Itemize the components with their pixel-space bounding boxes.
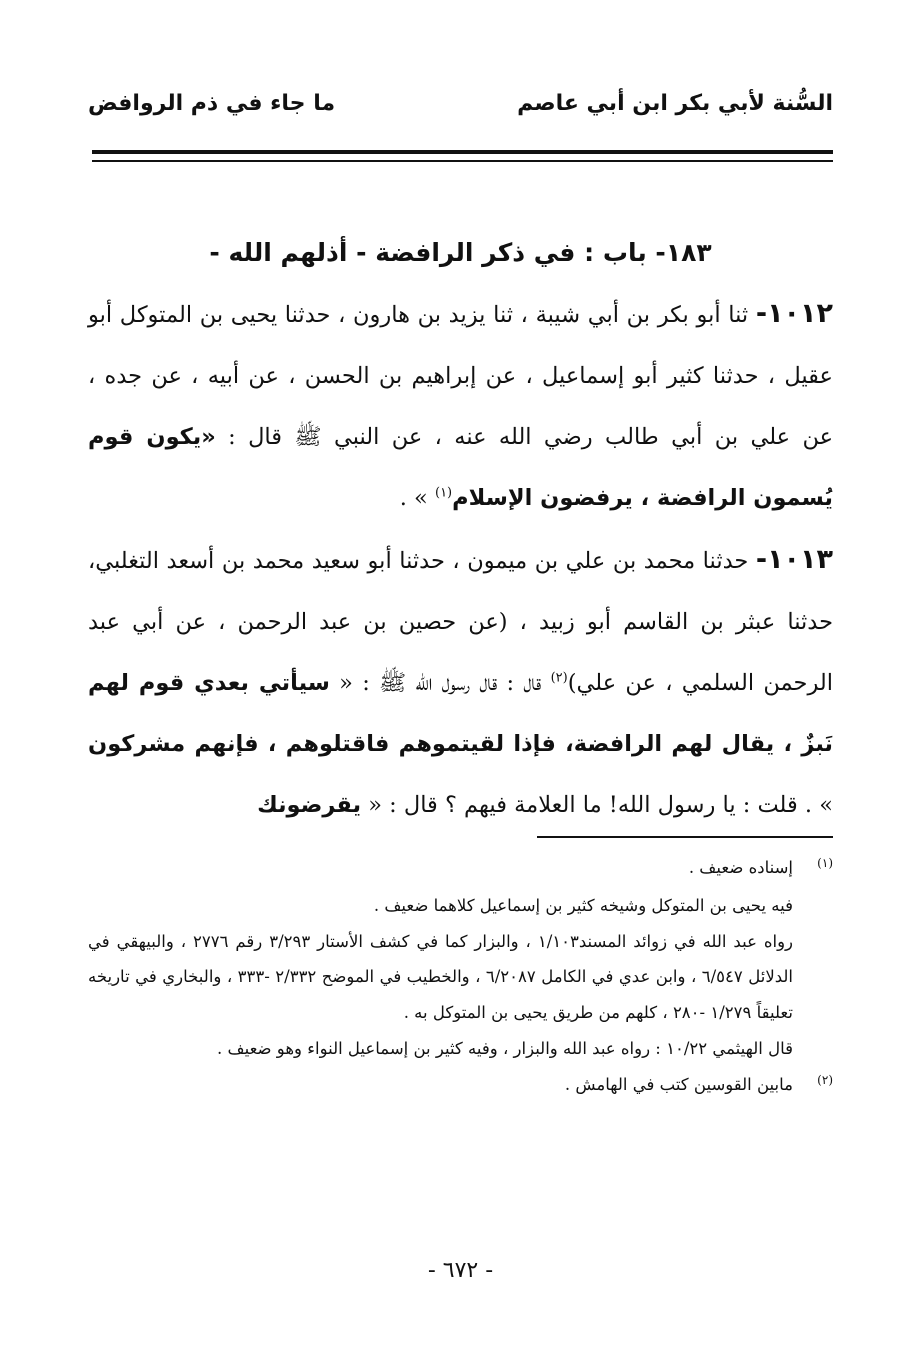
footnote-1-para-4: قال الهيثمي ١٠/٢٢ : رواه عبد الله والبزار ، وفيه كثير بن إسماعيل النواء وهو ضعيف .	[217, 1038, 793, 1058]
hadith-text-end: » . قلت : يا رسول الله! ما العلامة فيهم ؟ قال : «	[361, 792, 833, 818]
footnote-1-para-3: رواه عبد الله في زوائد المسند١/١٠٣ ، والبزار كما في كشف الأستار ٣/٢٩٣ رقم ٢٧٧٦ ، والبيهقي في الدلائل ٦/٥٤٧ ، وابن عدي في الكامل ٦/٢٠٨٧ ، والخطيب في الموضح ٢/٣٣٢ -٣٣٣ ، والبخاري في تاريخه تعليقاً ١/٢٧٩ -٢٨٠ ، كلهم من طريق يحيى بن المتوكل به .	[88, 931, 794, 1023]
footnote-ref: (١)	[434, 485, 453, 501]
header-rule-thick	[92, 150, 833, 154]
footnote-1	[88, 850, 833, 888]
section-title: ما جاء في ذم الروافض	[88, 90, 336, 116]
footnote-1-para-2: فيه يحيى بن المتوكل وشيخه كثير بن إسماعيل كلاهما ضعيف .	[373, 895, 793, 915]
hadith-1013	[88, 529, 833, 836]
footnotes	[88, 850, 833, 1105]
hadith-number: ١٠١٢-	[755, 298, 833, 329]
hadith-number: ١٠١٣-	[755, 544, 833, 575]
hadith-quote-continued: يقرضونك	[257, 792, 362, 818]
page-number: - ٦٧٢ -	[427, 1258, 494, 1283]
footnote-2	[88, 1067, 833, 1105]
hadith-text: ثنا أبو بكر بن أبي شيبة ، ثنا يزيد بن هارون ، حدثنا يحيى بن المتوكل أبو عقيل ، حدثنا كثير أبو إسماعيل ، عن إبراهيم بن الحسن ، عن أبيه ، عن جده ، عن علي بن أبي طالب رضي الله عنه ، عن النبي ﷺ قال :	[88, 302, 833, 450]
footnote-mark: (١)	[817, 856, 833, 870]
running-header	[88, 78, 833, 128]
hadith-text-mid: قال : قال رسول الله ﷺ : «	[329, 670, 551, 696]
hadith-text: حدثنا محمد بن علي بن ميمون ، حدثنا أبو سعيد محمد بن أسعد التغلبي، حدثنا عبثر بن القاسم أبو زبيد ، (عن حصين بن عبد الرحمن ، عن أبي عبد الرحمن السلمي ، عن علي)	[88, 548, 833, 696]
hadith-1012	[88, 283, 833, 529]
hadith-quote: «يكون قوم يُسمون الرافضة ، يرفضون الإسلام	[88, 424, 833, 511]
footnote-ref: (٢)	[550, 670, 568, 686]
hadith-quote: سيأتي بعدي قوم لهم نَبزٌ ، يقال لهم الرافضة، فإذا لقيتموهم فاقتلوهم ، فإنهم مشركون	[88, 670, 833, 757]
footnote-separator	[537, 836, 833, 838]
main-text	[88, 222, 833, 836]
header-rule-thin	[92, 160, 833, 162]
footnote-mark: (٢)	[817, 1072, 833, 1087]
footnote-text: إسناده ضعيف .	[688, 858, 793, 877]
hadith-text-end: » .	[399, 485, 435, 511]
book-title: السُّنة لأبي بكر ابن أبي عاصم	[517, 90, 833, 116]
footnote-text: مابين القوسين كتب في الهامش .	[564, 1074, 793, 1094]
chapter-heading: ١٨٣- باب : في ذكر الرافضة - أذلهم الله -	[209, 238, 712, 267]
